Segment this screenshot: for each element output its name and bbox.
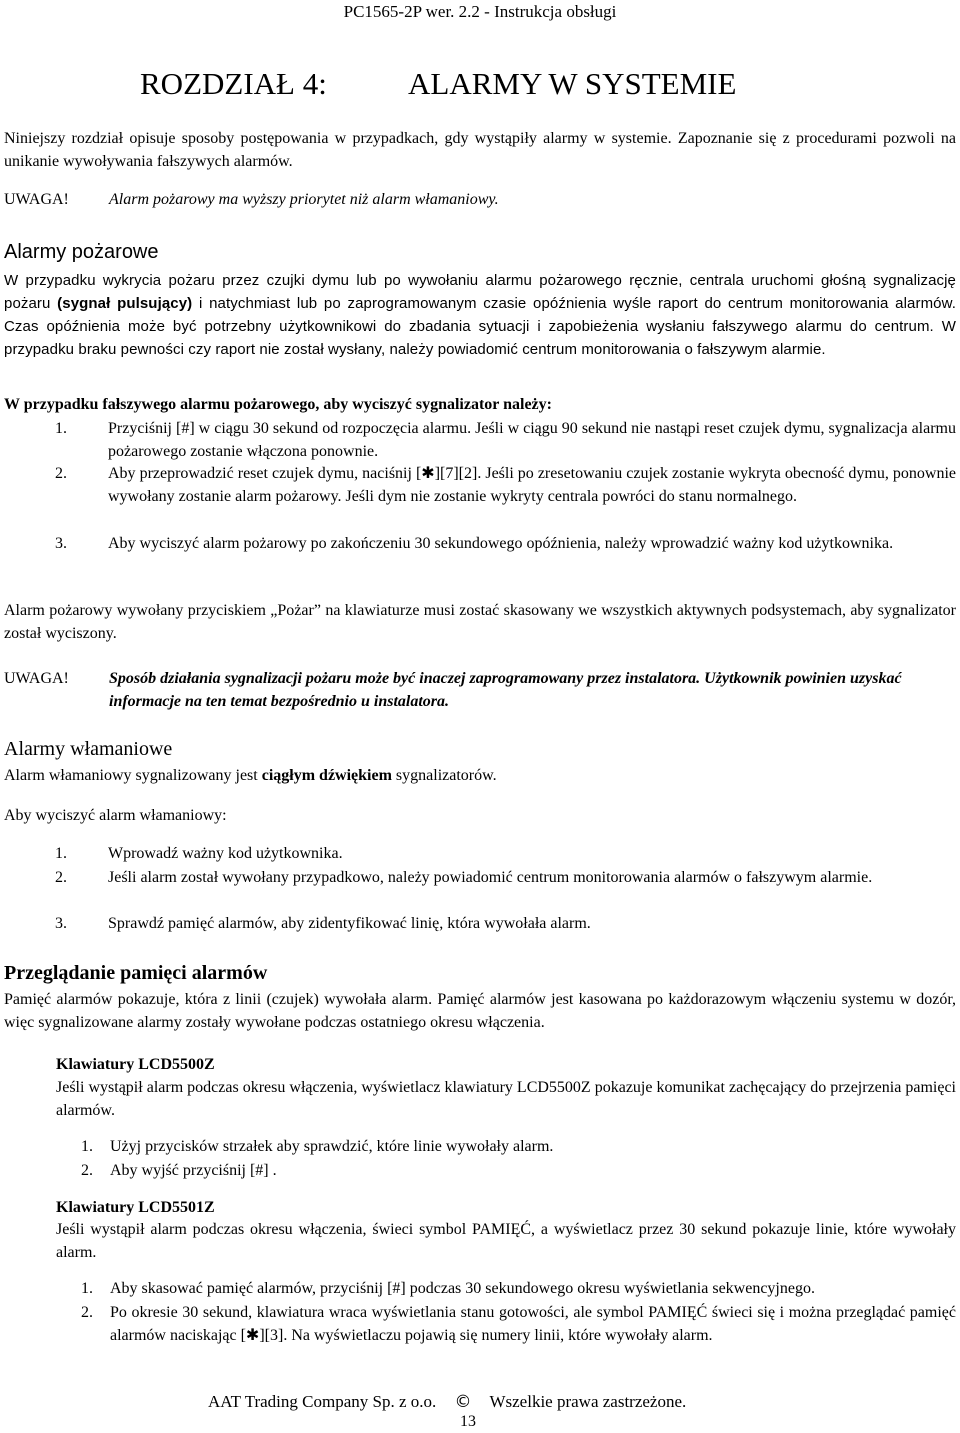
lcd5500-step-1: Użyj przycisków strzałek aby sprawdzić, które linie wywołały alarm. bbox=[110, 1138, 554, 1155]
burglary-paragraph bbox=[4, 764, 956, 787]
chapter-number: ROZDZIAŁ 4: bbox=[140, 66, 327, 101]
lcd5501-step-1: Aby skasować pamięć alarmów, przyciśnij [#] podczas 30 sekundowego okresu wyświetlania sekwencyjnego. bbox=[110, 1280, 815, 1297]
burglary-step-3: Sprawdź pamięć alarmów, aby zidentyfikować linię, która wywołała alarm. bbox=[108, 915, 591, 932]
lcd5500-step-2: Aby wyjść przyciśnij [#] . bbox=[110, 1162, 277, 1179]
note-text: Alarm pożarowy ma wyższy priorytet niż alarm włamaniowy. bbox=[109, 191, 499, 208]
note-text-2: Sposób działania sygnalizacji pożaru może być inaczej zaprogramowany przez instalatora. Użytkownik powinien uzyskać informacje na ten temat bezpośrednio u instalatora. bbox=[109, 670, 902, 710]
chapter-title: ALARMY W SYSTEMIE bbox=[408, 66, 737, 101]
burglary-step-1-number: 1. bbox=[55, 845, 67, 862]
lcd5500-text: Jeśli wystąpił alarm podczas okresu włączenia, wyświetlacz klawiatury LCD5500Z pokazuje komunikat zachęcający do przejrzenia pamięci alarmów. bbox=[56, 1079, 956, 1119]
fire-paragraph-bold: (sygnał pulsujący) bbox=[57, 295, 193, 312]
lcd5501-text: Jeśli wystąpił alarm podczas okresu włączenia, świeci symbol PAMIĘĆ, a wyświetlacz przez 30 sekund pokazuje linie, które wywołały alarm. bbox=[56, 1221, 956, 1261]
fire-paragraph-2: Alarm pożarowy wywołany przyciskiem „Pożar” na klawiaturze musi zostać skasowany we wszystkich aktywnych podsystemach, aby sygnalizator został wyciszony. bbox=[4, 602, 956, 642]
burglary-paragraph-part2: sygnalizatorów. bbox=[395, 767, 497, 784]
burglary-paragraph-bold: ciągłym dźwiękiem bbox=[261, 767, 392, 784]
fire-step-1-number: 1. bbox=[55, 420, 67, 437]
lcd5501-step-2-number: 2. bbox=[81, 1304, 93, 1321]
fire-paragraph-part2: i natychmiast lub po zaprogramowanym czasie opóźnienia wyśle raport do centrum monitorowania alarmów. Czas opóźnienia może być potrzebny użytkownikowi do zbadania sytuacji i zapobieżenia wysłaniu fałszywego alarmu do centrum. W przypadku braku pewności czy raport nie został wysłany, należy powiadomić centrum monitorowania o fałszywym alarmie. bbox=[4, 295, 956, 358]
note-label-2: UWAGA! bbox=[4, 670, 69, 687]
lcd5500-step-2-number: 2. bbox=[81, 1162, 93, 1179]
burglary-paragraph-part1: Alarm włamaniowy sygnalizowany jest bbox=[4, 767, 258, 784]
lcd5500-heading: Klawiatury LCD5500Z bbox=[56, 1056, 215, 1073]
lcd5501-step-1-number: 1. bbox=[81, 1280, 93, 1297]
footer-company: AAT Trading Company Sp. z o.o. bbox=[208, 1392, 437, 1411]
section-heading-fire: Alarmy pożarowe bbox=[4, 241, 159, 263]
lcd5501-heading: Klawiatury LCD5501Z bbox=[56, 1199, 215, 1216]
copyright-symbol: © bbox=[454, 1392, 472, 1412]
fire-step-3-number: 3. bbox=[55, 535, 67, 552]
footer-rights: Wszelkie prawa zastrzeżone. bbox=[489, 1392, 687, 1411]
fire-step-2-number: 2. bbox=[55, 465, 67, 482]
intro-paragraph: Niniejszy rozdział opisuje sposoby postępowania w przypadkach, gdy wystąpiły alarmy w systemie. Zapoznanie się z procedurami pozwoli na unikanie wywoływania fałszywych alarmów. bbox=[4, 130, 956, 170]
page-footer bbox=[208, 1392, 686, 1412]
memory-paragraph: Pamięć alarmów pokazuje, która z linii (czujek) wywołała alarm. Pamięć alarmów jest kasowana po każdorazowym włączeniu systemu w dozór, więc sygnalizowane alarmy zostały wywołane podczas ostatniego okresu włączenia. bbox=[4, 991, 956, 1031]
fire-step-2: Aby przeprowadzić reset czujek dymu, naciśnij [✱][7][2]. Jeśli po zresetowaniu czujek zostanie wykryta obecność dymu, ponownie wywołany zostanie alarm pożarowy. Jeśli dym nie zostanie wykryty centrala powróci do stanu normalnego. bbox=[108, 465, 956, 505]
fire-paragraph bbox=[4, 269, 956, 361]
burglary-step-3-number: 3. bbox=[55, 915, 67, 932]
fire-steps-heading: W przypadku fałszywego alarmu pożarowego, aby wyciszyć sygnalizator należy: bbox=[4, 396, 552, 413]
note-label: UWAGA! bbox=[4, 191, 69, 208]
fire-step-3: Aby wyciszyć alarm pożarowy po zakończeniu 30 sekundowego opóźnienia, należy wprowadzić ważny kod użytkownika. bbox=[108, 535, 894, 552]
burglary-step-1: Wprowadź ważny kod użytkownika. bbox=[108, 845, 343, 862]
burglary-step-2-number: 2. bbox=[55, 869, 67, 886]
lcd5500-step-1-number: 1. bbox=[81, 1138, 93, 1155]
burglary-paragraph-2: Aby wyciszyć alarm włamaniowy: bbox=[4, 807, 227, 824]
section-heading-memory: Przeglądanie pamięci alarmów bbox=[4, 962, 268, 984]
page-number: 13 bbox=[460, 1413, 476, 1430]
fire-paragraph-part1: W przypadku wykrycia pożaru przez czujki dymu lub po wywołaniu alarmu pożarowego ręcznie, centrala uruchomi głośną sygnalizację pożaru bbox=[4, 272, 956, 312]
fire-step-1: Przyciśnij [#] w ciągu 30 sekund od rozpoczęcia alarmu. Jeśli w ciągu 90 sekund nie nastąpi reset czujek dymu, sygnalizacja alarmu pożarowego zostanie włączona ponownie. bbox=[108, 420, 956, 460]
page-header: PC1565-2P wer. 2.2 - Instrukcja obsługi bbox=[343, 2, 617, 21]
lcd5501-step-2: Po okresie 30 sekund, klawiatura wraca wyświetlania stanu gotowości, ale symbol PAMIĘĆ świeci się i można przeglądać pamięć alarmów naciskając [✱][3]. Na wyświetlaczu pojawią się numery linii, które wywołały alarm. bbox=[110, 1304, 956, 1344]
burglary-step-2: Jeśli alarm został wywołany przypadkowo, należy powiadomić centrum monitorowania alarmów o fałszywym alarmie. bbox=[108, 869, 873, 886]
section-heading-burglary: Alarmy włamaniowe bbox=[4, 738, 173, 760]
